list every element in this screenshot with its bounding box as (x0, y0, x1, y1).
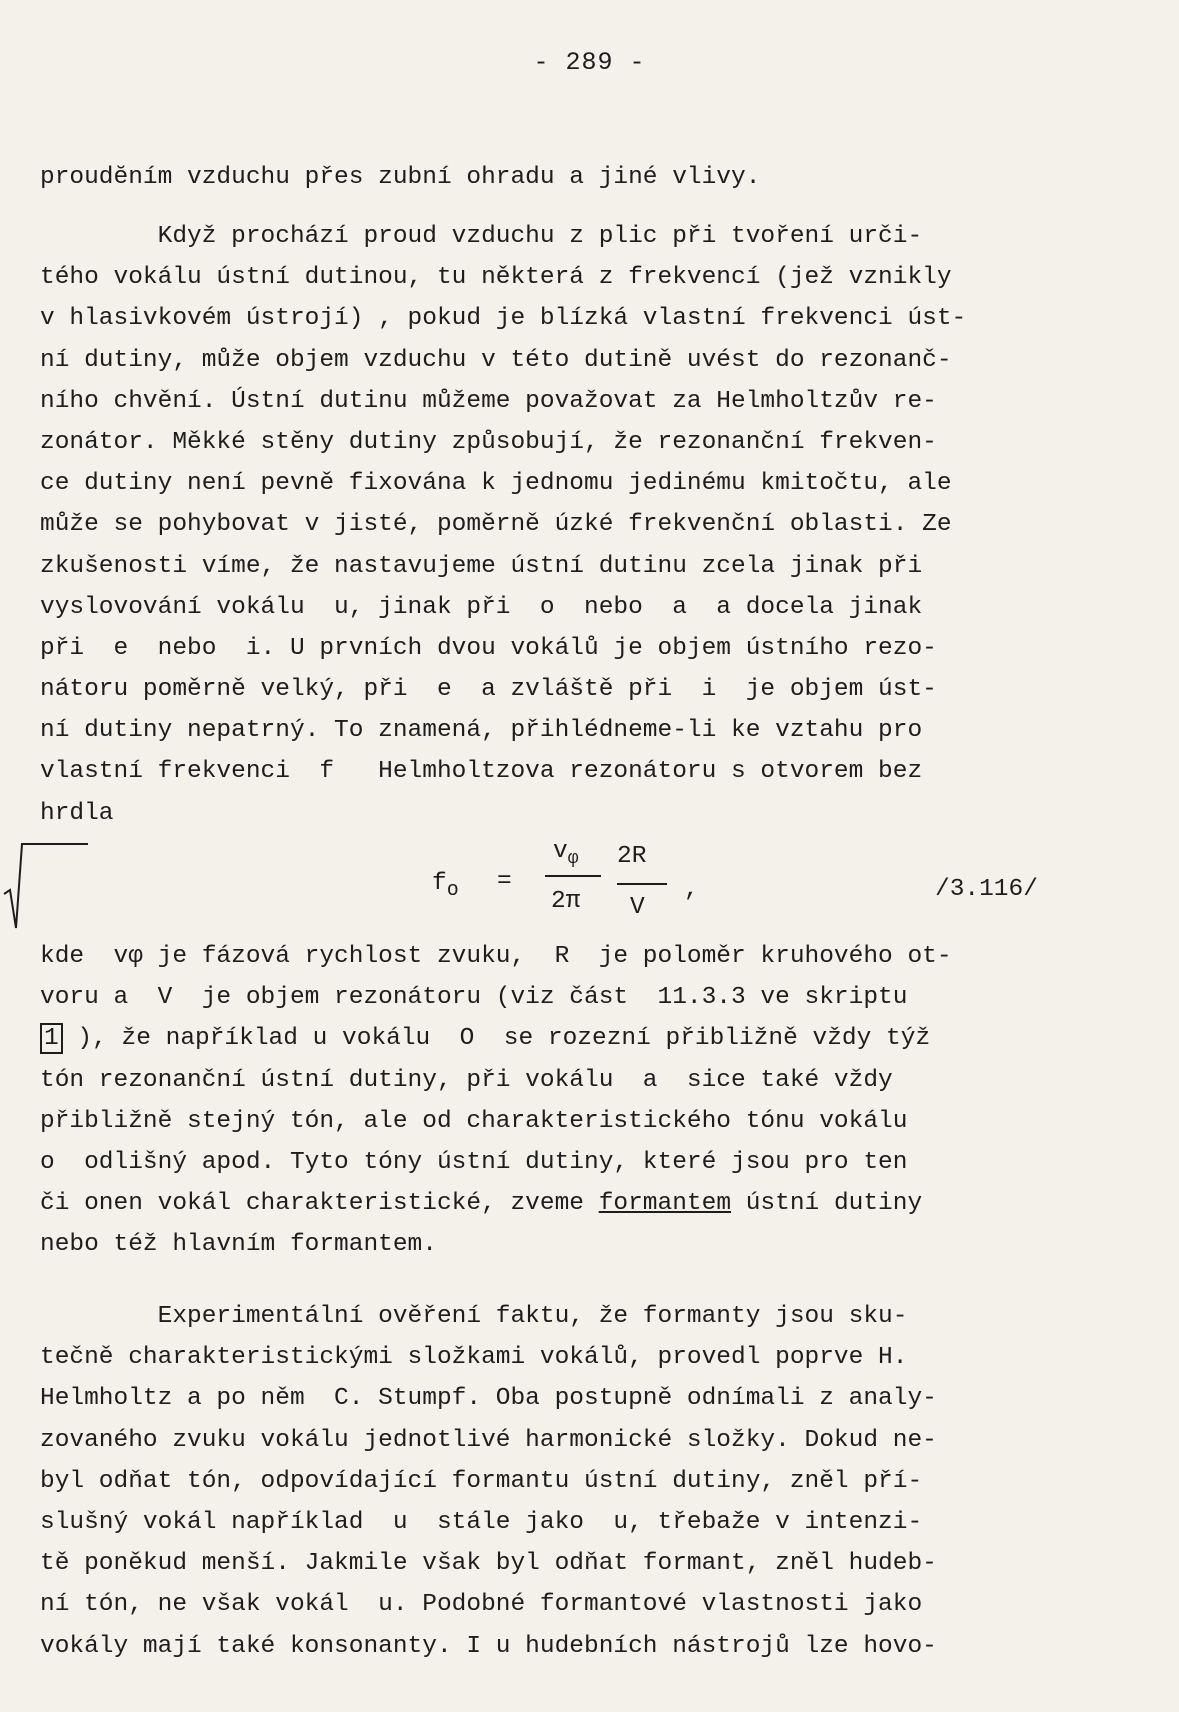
text-line: nebo též hlavním formantem. (40, 1231, 437, 1259)
text-line: zkušenosti víme, že nastavujeme ústní dutinu zcela jinak při (40, 552, 923, 580)
formula-equals: = (497, 868, 512, 895)
text-line: Helmholtz a po něm C. Stumpf. Oba postupně odnímali z analy- (40, 1385, 937, 1413)
text-line: může se pohybovat v jisté, poměrně úzké frekvenční oblasti. Ze (40, 511, 952, 539)
text-line: vlastní frekvenci f Helmholtzova rezonátoru s otvorem bez (40, 758, 923, 786)
radical-denominator: V (630, 894, 645, 921)
text-line: zonátor. Měkké stěny dutiny způsobují, že rezonanční frekven- (40, 428, 937, 456)
helmholtz-formula (0, 838, 1179, 934)
text-line: tě poněkud menší. Jakmile však byl odňat formant, zněl hudeb- (40, 1550, 937, 1578)
text-line: vyslovování vokálu u, jinak při o nebo a a docela jinak (40, 593, 923, 621)
paragraph-formant-definition (40, 936, 1150, 1266)
text-line: Když prochází proud vzduchu z plic při tvoření urči- (40, 223, 923, 250)
text-line: slušný vokál například u stále jako u, třebaže v intenzi- (40, 1508, 923, 1536)
text-line: 1 ), že například u vokálu O se rozezní přibližně vždy týž (40, 1018, 1150, 1059)
text-line: ní dutiny nepatrný. To znamená, přihlédneme-li ke vztahu pro (40, 717, 923, 745)
formula-numerator: $v_\varphi$ (553, 838, 579, 869)
text-line: v hlasivkovém ústrojí) , pokud je blízká vlastní frekvenci úst- (40, 305, 967, 333)
text-line: Experimentální ověření faktu, že formanty jsou sku- (40, 1303, 908, 1330)
text-line: tého vokálu ústní dutinou, tu některá z frekvencí (jež vznikly (40, 264, 952, 292)
fraction-bar (617, 883, 667, 885)
text-line: vokály mají také konsonanty. I u hudebních nástrojů lze hovo- (40, 1632, 937, 1660)
text-line: o odlišný apod. Tyto tóny ústní dutiny, které jsou pro ten (40, 1148, 908, 1176)
formula-comma: , (684, 876, 699, 903)
text-line: hrdla (40, 799, 114, 827)
text-line: při e nebo i. U prvních dvou vokálů je objem ústního rezo- (40, 634, 937, 662)
text-line: kde vφ je fázová rychlost zvuku, R je poloměr kruhového ot- (40, 943, 952, 970)
text-line: či onen vokál charakteristické, zveme formantem ústní dutiny (40, 1190, 923, 1218)
paragraph-experiment (40, 1296, 1150, 1667)
text-line: ní dutiny, může objem vzduchu v této dutině uvést do rezonanč- (40, 346, 952, 374)
text-line: proudĕním vzduchu přes zubní ohradu a jiné vlivy. (40, 164, 761, 191)
formula-lhs: $f_o$ (432, 870, 459, 902)
paragraph-vocal-resonance (40, 216, 1150, 834)
text-line: tečně charakteristickými složkami vokálů, provedl poprve H. (40, 1344, 908, 1372)
text-line: ce dutiny není pevně fixována k jednomu jedinému kmitočtu, ale (40, 470, 952, 498)
text-line: nátoru poměrně velký, při e a zvláště při i je objem úst- (40, 676, 937, 704)
text-line: ní tón, ne však vokál u. Podobné formantové vlastnosti jako (40, 1591, 923, 1619)
radical-numerator: 2R (617, 843, 647, 870)
paragraph-continuation (40, 157, 1150, 198)
page-number: - 289 - (533, 48, 646, 77)
text-line: tón rezonanční ústní dutiny, při vokálu a sice také vždy (40, 1066, 893, 1094)
underlined-term: formantem (598, 1190, 732, 1218)
text-line: voru a V je objem rezonátoru (viz část 11.3.3 ve skriptu (40, 984, 908, 1012)
fraction-bar (545, 875, 601, 877)
text-line: přibližně stejný tón, ale od charakteristického tónu vokálu (40, 1107, 908, 1135)
citation-box: 1 (40, 1023, 63, 1054)
formula-denominator: 2π (551, 888, 581, 915)
equation-number: /3.116/ (935, 876, 1038, 903)
text-line: zovaného zvuku vokálu jednotlivé harmonické složky. Dokud ne- (40, 1426, 937, 1454)
text-line: ního chvění. Ústní dutinu můžeme považovat za Helmholtzův re- (40, 387, 937, 415)
text-line: byl odňat tón, odpovídající formantu ústní dutiny, zněl pří- (40, 1467, 923, 1495)
sqrt-icon (0, 838, 90, 934)
